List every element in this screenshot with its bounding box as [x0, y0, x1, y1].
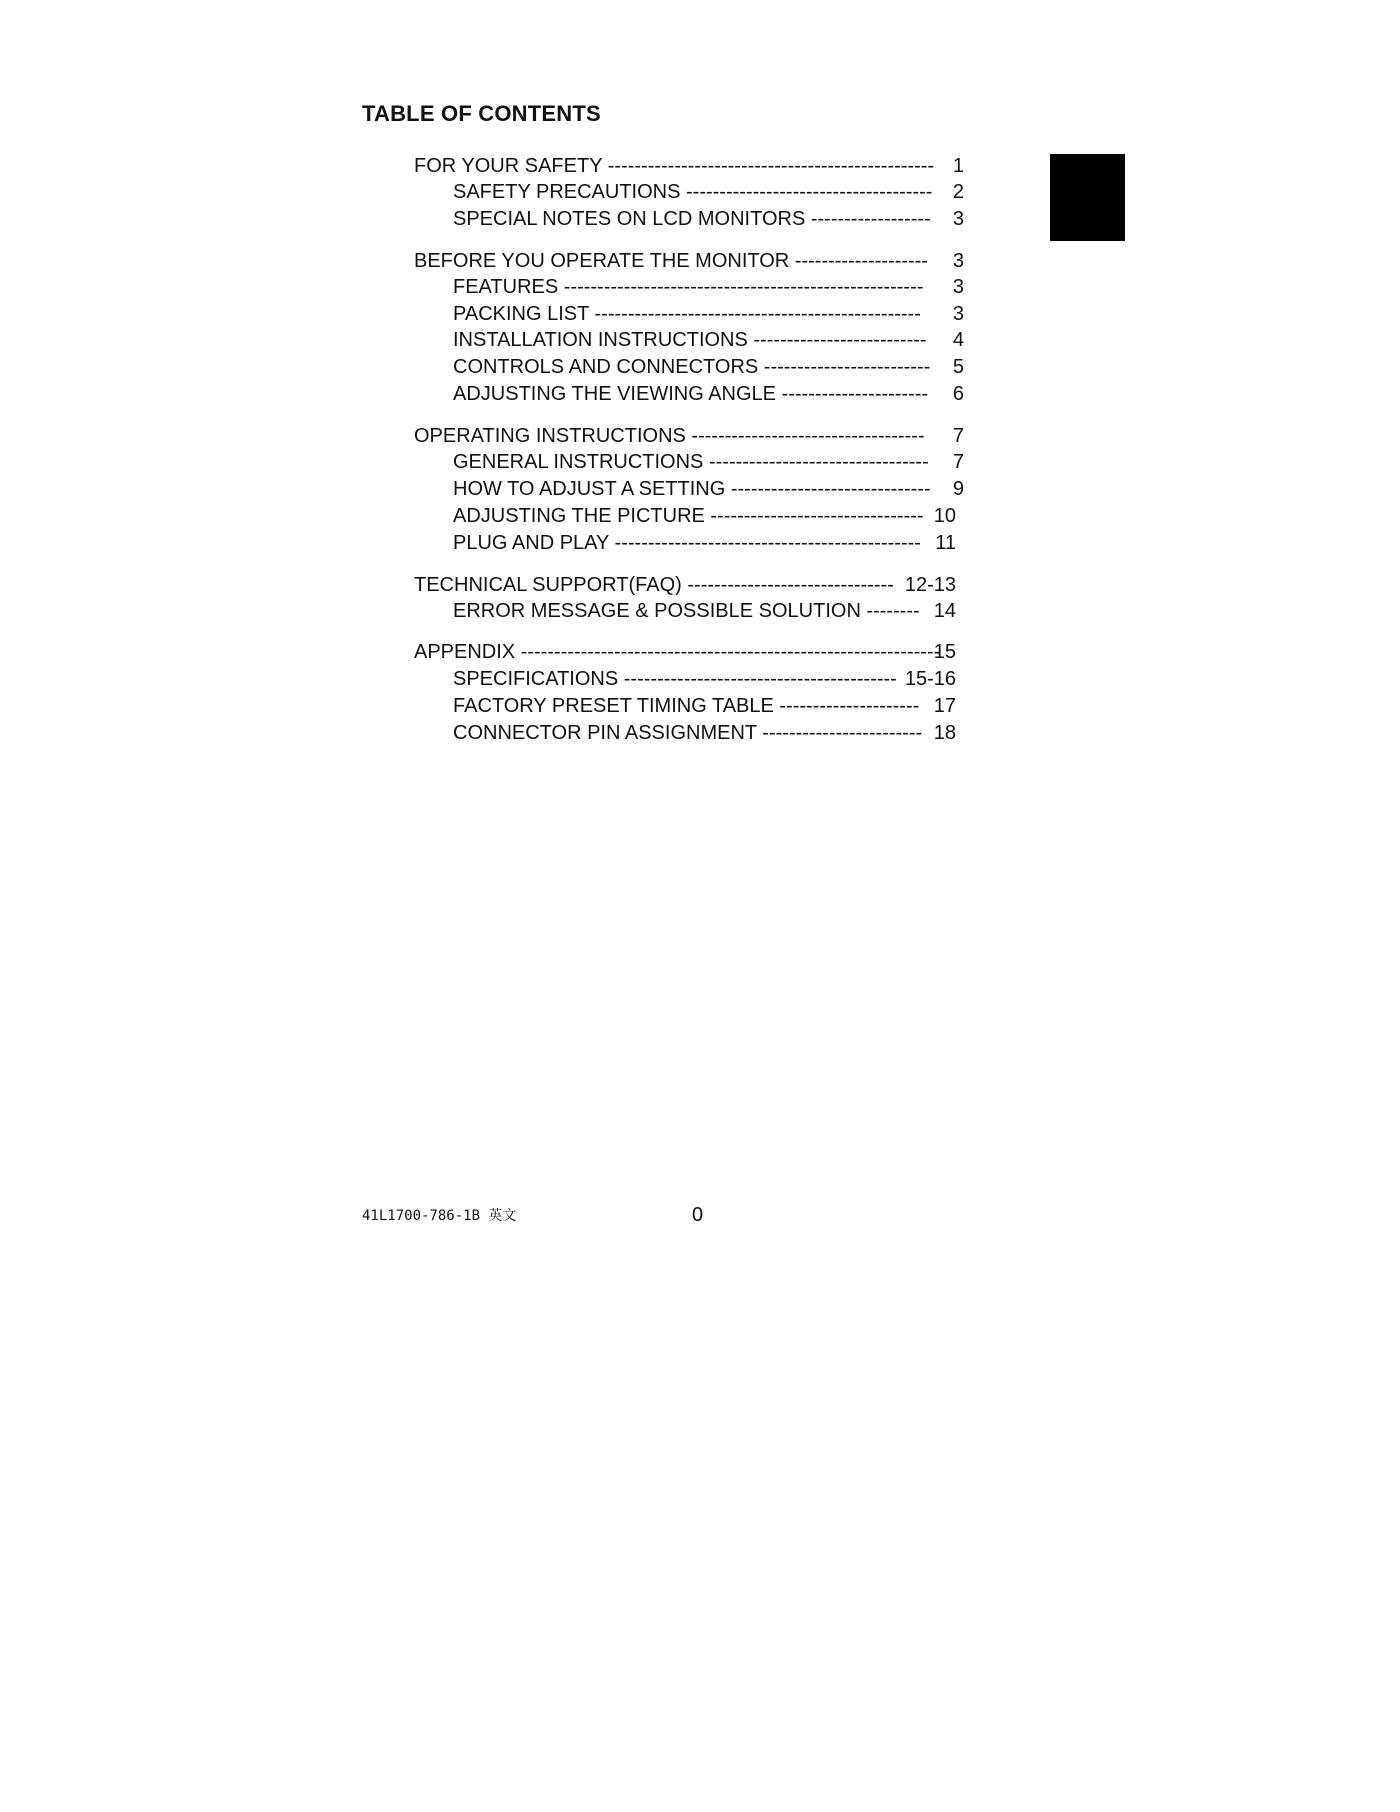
toc-entry-label: CONTROLS AND CONNECTORS -------------------------	[453, 356, 931, 378]
toc-entry-label: APPENDIX ---------------------------------------------------------------	[414, 641, 941, 663]
toc-entry-label: PACKING LIST -------------------------------------------------	[453, 303, 921, 325]
toc-entry-label: OPERATING INSTRUCTIONS -----------------------------------	[414, 425, 925, 447]
toc-entry-adjusting-the-picture	[453, 503, 956, 530]
toc-entry-label: ADJUSTING THE PICTURE --------------------------------	[453, 505, 924, 527]
toc-entry-page: 3	[952, 208, 964, 230]
toc-entry-page: 11	[935, 532, 956, 554]
toc-entry-before-you-operate	[414, 248, 964, 275]
toc-entry-label: CONNECTOR PIN ASSIGNMENT ------------------------	[453, 722, 923, 744]
page-number: 0	[692, 1204, 704, 1226]
toc-entry-technical-support-faq	[414, 572, 956, 599]
toc-entry-adjusting-viewing-angle	[453, 381, 964, 408]
toc-entry-connector-pin-assignment	[453, 720, 956, 747]
toc-entry-label: FACTORY PRESET TIMING TABLE ---------------------	[453, 695, 920, 717]
toc-entry-page: 3	[952, 303, 964, 325]
toc-entry-page: 4	[952, 329, 964, 351]
toc-entry-page: 1	[952, 155, 964, 177]
toc-entry-operating-instructions	[414, 423, 964, 450]
toc-entry-label: FOR YOUR SAFETY -------------------------------------------------	[414, 155, 935, 177]
toc-entry-page: 10	[933, 505, 956, 527]
toc-entry-page: 3	[952, 276, 964, 298]
toc-entry-features	[453, 274, 964, 301]
toc-entry-page: 2	[952, 181, 964, 203]
toc-entry-page: 18	[933, 722, 956, 744]
toc-entry-page: 15	[933, 641, 956, 663]
toc-entry-label: HOW TO ADJUST A SETTING ------------------------------	[453, 478, 931, 500]
toc-entry-page: 17	[933, 695, 956, 717]
toc-entry-label: FEATURES ------------------------------------------------------	[453, 276, 924, 298]
document-code: 41L1700-786-1B 英文	[362, 1208, 517, 1224]
toc-entry-specifications	[453, 666, 956, 693]
toc-entry-label: SPECIFICATIONS -----------------------------------------	[453, 668, 897, 690]
toc-entry-installation-instructions	[453, 327, 964, 354]
toc-entry-label: SAFETY PRECAUTIONS -------------------------------------	[453, 181, 933, 203]
toc-entry-controls-and-connectors	[453, 354, 964, 381]
toc-entry-label: SPECIAL NOTES ON LCD MONITORS ------------------	[453, 208, 931, 230]
page-title: TABLE OF CONTENTS	[362, 101, 601, 126]
toc-entry-label: ERROR MESSAGE & POSSIBLE SOLUTION --------	[453, 600, 920, 622]
toc-entry-safety-precautions	[453, 179, 964, 206]
toc-entry-plug-and-play	[453, 530, 956, 557]
toc-entry-special-notes-lcd	[453, 206, 964, 233]
toc-entry-label: PLUG AND PLAY ----------------------------------------------	[453, 532, 921, 554]
toc-entry-label: TECHNICAL SUPPORT(FAQ) -------------------------------	[414, 574, 894, 596]
section-tab-marker	[1050, 154, 1125, 241]
toc-entry-general-instructions	[453, 449, 964, 476]
toc-entry-factory-preset-timing	[453, 693, 956, 720]
toc-entry-label: BEFORE YOU OPERATE THE MONITOR --------------------	[414, 250, 929, 272]
toc-entry-page: 6	[952, 383, 964, 405]
toc-entry-page: 14	[933, 600, 956, 622]
toc-entry-packing-list	[453, 301, 964, 328]
toc-entry-label: INSTALLATION INSTRUCTIONS --------------------------	[453, 329, 927, 351]
toc-entry-page: 9	[952, 478, 964, 500]
toc-entry-how-to-adjust-setting	[453, 476, 964, 503]
toc-entry-error-message-solution	[453, 598, 956, 625]
toc-entry-page: 15-16	[904, 668, 956, 690]
toc-entry-label: GENERAL INSTRUCTIONS ---------------------------------	[453, 451, 929, 473]
toc-entry-appendix	[414, 639, 956, 666]
toc-entry-page: 12-13	[904, 574, 956, 596]
toc-entry-page: 3	[952, 250, 964, 272]
toc-entry-page: 5	[952, 356, 964, 378]
toc-entry-label: ADJUSTING THE VIEWING ANGLE ----------------------	[453, 383, 929, 405]
toc-entry-for-your-safety	[414, 153, 964, 180]
toc-entry-page: 7	[952, 425, 964, 447]
toc-entry-page: 7	[952, 451, 964, 473]
